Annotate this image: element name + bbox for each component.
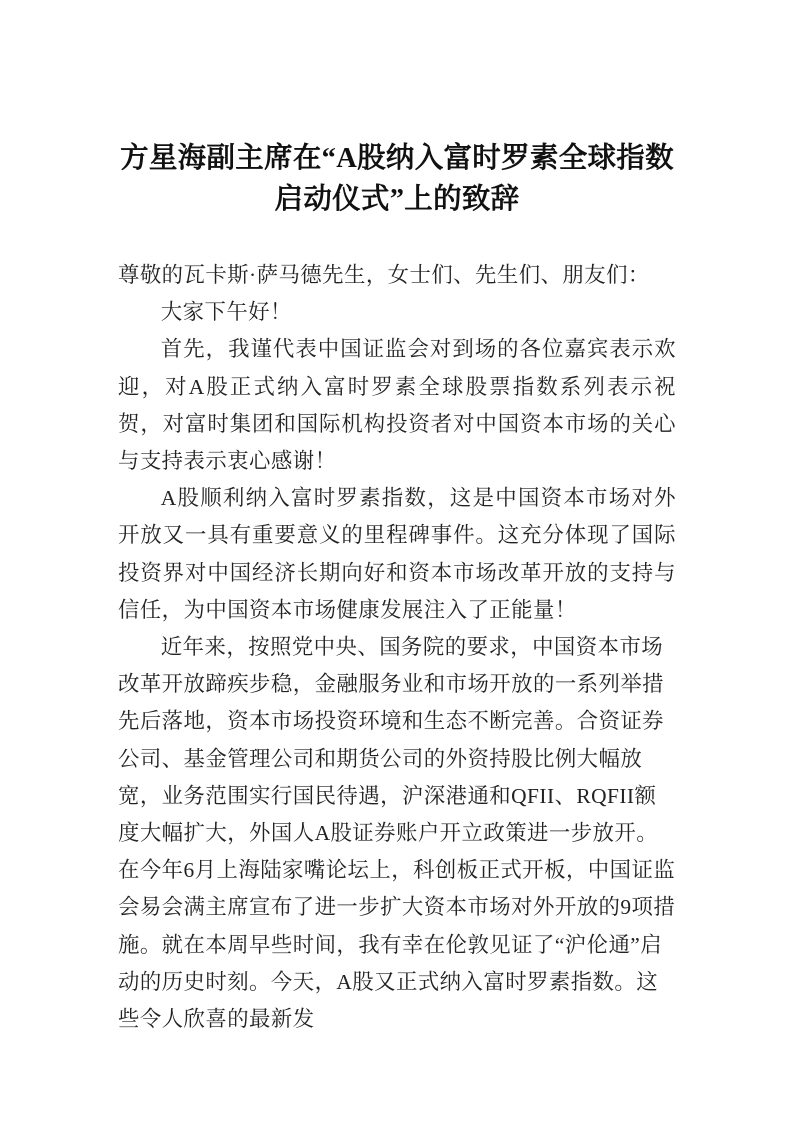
document-body [118,0,676,1038]
paragraph-3: 近年来，按照党中央、国务院的要求，中国资本市场改革开放蹄疾步稳，金融服务业和市场开放的一系列举措先后落地，资本市场投资环境和生态不断完善。合资证券公司、基金管理公司和期货公司的外资持股比例大幅放宽，业务范围实行国民待遇，沪深港通和QFII、RQFII额度大幅扩大，外国人A股证券账户开立政策进一步放开。在今年6月上海陆家嘴论坛上，科创板正式开板，中国证监会易会满主席宣布了进一步扩大资本市场对外开放的9项措施。就在本周早些时间，我有幸在伦敦见证了“沪伦通”启动的历史时刻。今天，A股又正式纳入富时罗素指数。这些令人欣喜的最新发 [118,635,676,1032]
title-body-spacer [118,220,676,257]
greeting-line: 大家下午好！ [160,300,292,325]
salutation-line: 尊敬的瓦卡斯·萨马德先生，女士们、先生们、朋友们： [118,263,650,287]
paragraph-2: A股顺利纳入富时罗素指数，这是中国资本市场对外开放又一具有重要意义的里程碑事件。这充分体现了国际投资界对中国经济长期向好和资本市场改革开放的支持与信任，为中国资本市场健康发展注入了正能量！ [118,486,676,622]
paragraph-1: 首先，我谨代表中国证监会对到场的各位嘉宾表示欢迎，对A股正式纳入富时罗素全球股票指数系列表示祝贺，对富时集团和国际机构投资者对中国资本市场的关心与支持表示衷心感谢！ [118,337,676,474]
page-title: 方星海副主席在“A股纳入富时罗素全球指数启动仪式”上的致辞 [120,143,674,215]
